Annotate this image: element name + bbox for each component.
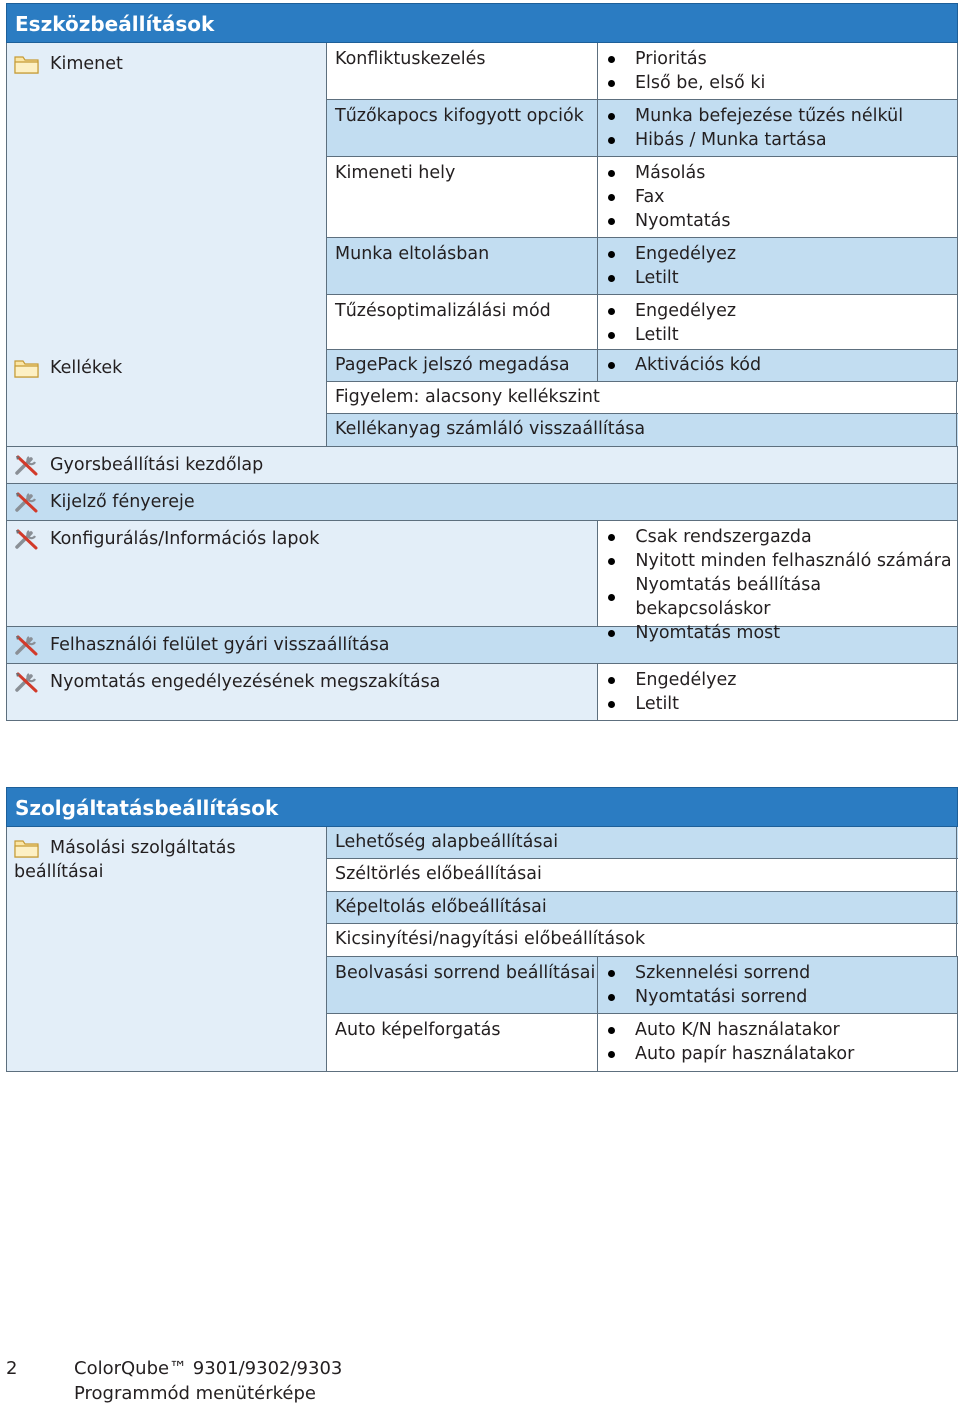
table-row	[327, 382, 958, 414]
table-row	[327, 859, 958, 892]
option-item[interactable]: Letilt	[608, 323, 957, 347]
bullet-icon	[608, 677, 615, 684]
row-name[interactable]: Konfliktuskezelés	[327, 43, 598, 99]
tools-icon	[14, 528, 40, 550]
megszakitas-cell	[7, 664, 598, 720]
bullet-icon	[608, 275, 615, 282]
gyors-label[interactable]: Gyorsbeállítási kezdőlap	[50, 455, 264, 475]
table-row	[327, 43, 958, 100]
bullet-icon	[608, 362, 615, 369]
option-item[interactable]: Nyomtatás	[608, 209, 957, 233]
group-kellekek	[7, 350, 958, 447]
group-masolasi	[7, 827, 958, 1072]
tools-icon	[14, 671, 40, 693]
table-row	[327, 827, 958, 859]
bullet-icon	[608, 1027, 615, 1034]
option-item[interactable]: Nyitott minden felhasználó számára	[608, 549, 957, 573]
table-row	[7, 664, 958, 721]
konfig-label[interactable]: Konfigurálás/Információs lapok	[50, 529, 320, 549]
folder-icon	[14, 53, 40, 75]
row-name[interactable]: Tűzőkapocs kifogyott opciók	[327, 100, 598, 156]
table-row	[327, 157, 958, 238]
kijelzo-cell	[7, 484, 958, 520]
row-name[interactable]: Figyelem: alacsony kellékszint	[327, 382, 957, 413]
row-name[interactable]: Auto képelforgatás	[327, 1014, 598, 1071]
row-name[interactable]: Kellékanyag számláló visszaállítása	[327, 414, 957, 446]
table-row	[7, 447, 958, 484]
row-name[interactable]: Munka eltolásban	[327, 238, 598, 294]
row-name[interactable]: Képeltolás előbeállításai	[327, 892, 957, 923]
service-settings-section	[6, 787, 958, 1072]
bullet-icon	[608, 251, 615, 258]
megszakitas-label[interactable]: Nyomtatás engedélyezésének megszakítása	[50, 672, 441, 692]
device-settings-section	[6, 3, 958, 721]
service-settings-table	[6, 827, 958, 1072]
option-item[interactable]: Első be, első ki	[608, 71, 957, 95]
bullet-icon	[608, 194, 615, 201]
gyors-cell	[7, 447, 958, 483]
row-name[interactable]: Beolvasási sorrend beállításai	[327, 957, 598, 1013]
option-item[interactable]: Auto K/N használatakor	[608, 1018, 957, 1042]
bullet-icon	[608, 56, 615, 63]
section-title: Szolgáltatásbeállítások	[6, 787, 958, 827]
bullet-icon	[608, 113, 615, 120]
table-row	[7, 484, 958, 521]
table-row	[327, 892, 958, 924]
tools-icon	[14, 491, 40, 513]
masolasi-label[interactable]: Másolási szolgáltatás	[50, 838, 236, 858]
tools-icon	[14, 634, 40, 656]
option-item[interactable]: Fax	[608, 185, 957, 209]
kellekek-label-cell	[7, 350, 327, 447]
option-item[interactable]: Nyomtatás most	[608, 621, 957, 645]
table-row	[7, 627, 958, 664]
row-name[interactable]: Tűzésoptimalizálási mód	[327, 295, 598, 349]
bullet-icon	[608, 1051, 615, 1058]
masolasi-label-cont: beállításai	[14, 862, 104, 882]
masolasi-label-cell	[7, 827, 327, 1071]
bullet-icon	[608, 170, 615, 177]
kellekek-rows	[327, 350, 958, 447]
footer-subtitle: Programmód menütérképe	[74, 1383, 316, 1404]
option-item[interactable]: Letilt	[608, 266, 957, 290]
option-item[interactable]: Csak rendszergazda	[608, 525, 957, 549]
felulet-label[interactable]: Felhasználói felület gyári visszaállítása	[50, 635, 390, 655]
table-row	[327, 957, 958, 1014]
option-item[interactable]: Engedélyez	[608, 299, 957, 323]
group-kimenet	[7, 43, 958, 350]
table-row	[327, 414, 958, 447]
option-item[interactable]: Auto papír használatakor	[608, 1042, 957, 1066]
option-item[interactable]: Engedélyez	[608, 668, 957, 692]
bullet-icon	[608, 218, 615, 225]
kimenet-label-cell	[7, 43, 327, 350]
bullet-icon	[608, 701, 615, 708]
table-row	[7, 521, 958, 643]
row-name[interactable]: Széltörlés előbeállításai	[327, 859, 957, 891]
konfig-cell	[7, 521, 598, 626]
option-item[interactable]: Másolás	[608, 161, 957, 185]
row-name[interactable]: PagePack jelszó megadása	[327, 350, 598, 381]
table-row	[327, 350, 958, 382]
kimenet-rows	[327, 43, 958, 350]
table-row	[327, 238, 958, 295]
table-row	[327, 1014, 958, 1071]
tools-icon	[14, 454, 40, 476]
bullet-icon	[608, 137, 615, 144]
konfig-options	[598, 521, 958, 643]
bullet-icon	[608, 558, 615, 565]
option-item[interactable]: Hibás / Munka tartása	[608, 128, 957, 152]
option-item[interactable]: Munka befejezése tűzés nélkül	[608, 104, 957, 128]
folder-icon	[14, 837, 40, 859]
row-name[interactable]: Kicsinyítési/nagyítási előbeállítások	[327, 924, 957, 956]
option-item[interactable]: Engedélyez	[608, 242, 957, 266]
bullet-icon	[608, 534, 615, 541]
option-item[interactable]: Szkennelési sorrend	[608, 961, 957, 985]
page-number: 2	[6, 1358, 18, 1379]
option-item[interactable]: Letilt	[608, 692, 957, 716]
table-row	[327, 924, 958, 957]
bullet-icon	[608, 994, 615, 1001]
section-title: Eszközbeállítások	[6, 3, 958, 43]
bullet-icon	[608, 970, 615, 977]
megszakitas-options	[598, 664, 958, 720]
bullet-icon	[608, 80, 615, 87]
kimenet-label[interactable]: Kimenet	[50, 54, 123, 74]
option-item[interactable]: Nyomtatási sorrend	[608, 985, 957, 1009]
row-name[interactable]: Kimeneti hely	[327, 157, 598, 237]
bullet-icon	[608, 594, 615, 601]
bullet-icon	[608, 308, 615, 315]
kijelzo-label[interactable]: Kijelző fényereje	[50, 492, 195, 512]
folder-icon	[14, 357, 40, 379]
table-row	[327, 100, 958, 157]
device-settings-table	[6, 43, 958, 721]
option-item[interactable]: Nyomtatás beállítása bekapcsoláskor	[608, 573, 957, 621]
footer-product: ColorQube™ 9301/9302/9303	[74, 1358, 343, 1379]
felulet-cell	[7, 627, 958, 663]
option-item[interactable]: Aktivációs kód	[608, 353, 957, 377]
row-name[interactable]: Lehetőség alapbeállításai	[327, 827, 957, 858]
option-item[interactable]: Prioritás	[608, 47, 957, 71]
masolasi-rows	[327, 827, 958, 1071]
bullet-icon	[608, 332, 615, 339]
kellekek-label[interactable]: Kellékek	[50, 358, 123, 378]
table-row	[327, 295, 958, 350]
